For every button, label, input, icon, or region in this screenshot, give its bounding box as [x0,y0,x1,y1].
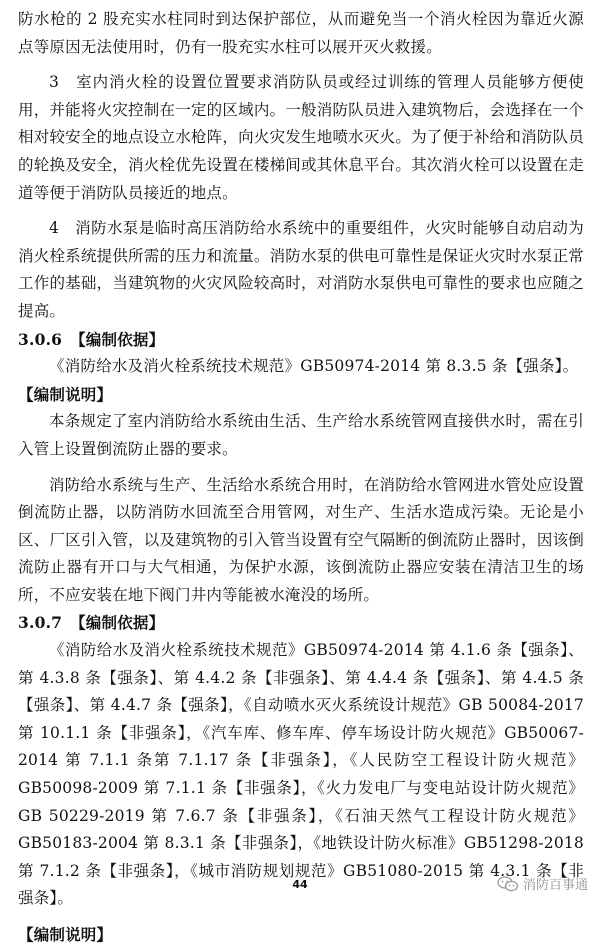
spacer [18,464,584,472]
basis-text-3-0-7: 《消防给水及消火栓系统技术规范》GB50974-2014 第 4.1.6 条【强条】、第 4.3.8 条【强条】、第 4.4.2 条【非强条】、第 4.4.4 条【强条】、第 4.4.5 条【强条】、第 4.4.7 条【强条】，《自动喷水灭火系统设计规范》GB 50084-2017 第 10.1.1 条【非强条】，《汽车库、修车库、停车场设计防火规范》GB50067-2014 第 7.1.1 条第 7.1.17 条【非强条】，《人民防空工程设计防火规范》GB50098-2009 第 7.1.1 条【非强条】，《火力发电厂与变电站设计防火规范》GB 50229-2019 第 7.6.7 条【非强条】，《石油天然气工程设计防火规范》GB50183-2004 第 8.3.1 条【非强条】，《地铁设计防火标准》GB51298-2018 第 7.1.2 条【非强条】，《城市消防规划规范》GB51080-2015 第 4.3.1 条【非强条】。 [18,641,584,908]
page-number: 44 [292,878,308,891]
explanation-paragraph-2: 消防给水系统与生产、生活给水系统合用时，在消防给水管网进水管处应设置倒流防止器，以防消防水回流至合用管网，对生产、生活水造成污染。无论是小区、厂区引入管，以及建筑物的引入管当设置有空气隔断的倒流防止器时，因该倒流防止器有开口与大气相通，为保护水源，该倒流防止器应安装在清洁卫生的场所，不应安装在地下阀门井内等能被水淹没的场所。 [18,475,584,604]
spacer [18,61,584,69]
basis-text-3-0-6: 《消防给水及消火栓系统技术规范》GB50974-2014 第 8.3.5 条【强条】。 [49,357,579,376]
watermark [497,874,588,893]
paragraph-item-4: 4 消防水泵是临时高压消防给水系统中的重要组件，火灾时能够自动启动为消火栓系统提供所需的压力和流量。消防水泵的供电可靠性是保证火灾时水泵正常工作的基础，当建筑物的火灾风险较高时，对消防水泵供电可靠性的要求也应随之提高。 [18,219,584,320]
explanation-heading: 【编制说明】 [18,384,113,404]
explanation-paragraph-1: 本条规定了室内消防给水系统由生活、生产给水系统管网直接供水时，需在引入管上设置倒流防止器的要求。 [18,412,584,458]
paragraph-item-3: 3 室内消火栓的设置位置要求消防队员或经过训练的管理人员能够方便使用，并能将火灾控制在一定的区域内。一般消防队员进入建筑物后，会选择在一个相对较安全的地点设立水枪阵，向火灾发生地喷水灭火。为了便于补给和消防队员的轮换及安全，消火栓优先设置在楼梯间或其休息平台。其次消火栓可以设置在走道等便于消防队员接近的地点。 [18,73,584,202]
watermark-text: 消防百事通 [522,878,588,893]
document-body [18,6,584,949]
spacer [18,207,584,215]
section-heading-3-0-7: 3.0.7 【编制依据】 [18,613,165,633]
spacer [18,913,584,921]
explanation-heading-2: 【编制说明】 [18,925,113,944]
wechat-icon [497,876,519,892]
paragraph-continuation: 防水枪的 2 股充实水柱同时到达保护部位，从而避免当一个消火栓因为靠近火源点等原因无法使用时，仍有一股充实水柱可以展开灭火救援。 [18,10,584,56]
section-heading-3-0-6: 3.0.6 【编制依据】 [18,329,165,349]
